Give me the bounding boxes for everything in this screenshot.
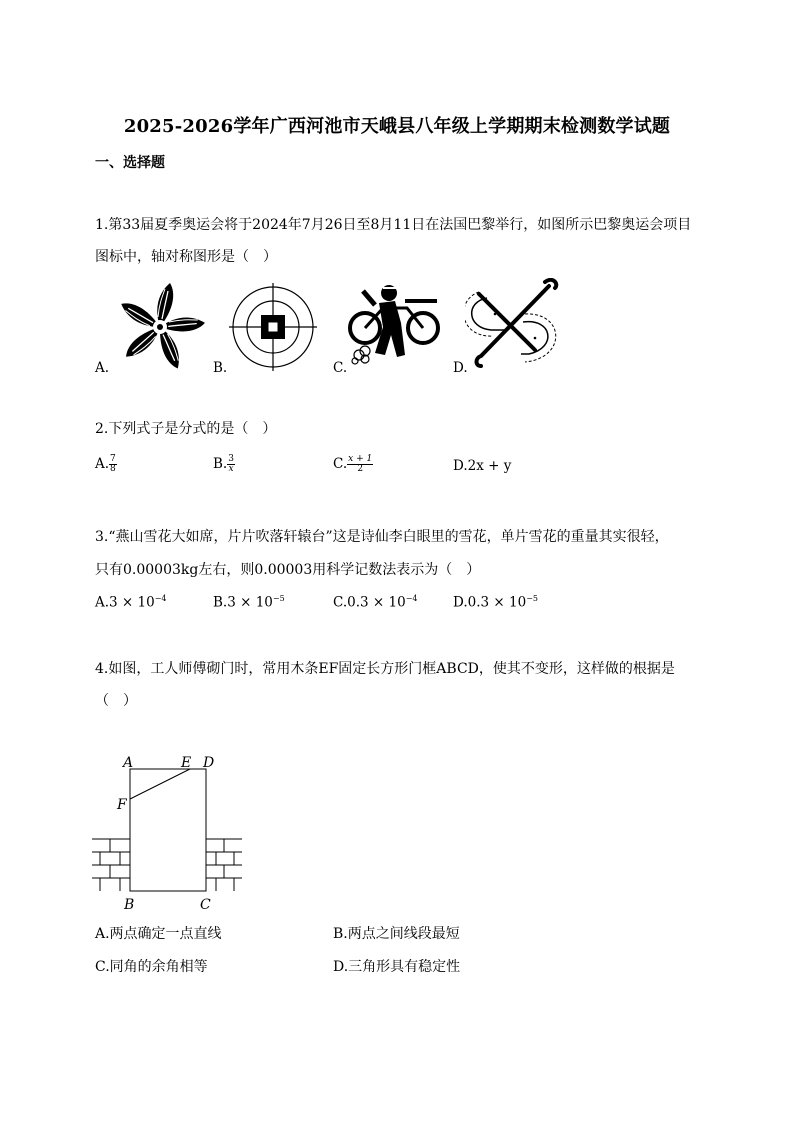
target-icon [228, 283, 323, 373]
label-d: D [203, 755, 215, 771]
option-2-d: D.2x + y [453, 458, 512, 474]
option-1-b: B. [213, 360, 228, 376]
label-c: C [200, 897, 211, 912]
hockey-sticks-icon [465, 278, 565, 373]
option-3-b: $B.3 \times 10^{-5}$ [213, 594, 285, 611]
door-frame-diagram [90, 752, 250, 912]
question-4-line-1: 4.如图，工人师傅砌门时，常用木条EF固定长方形门框ABCD，使其不变形，这样做的根据是 [95, 661, 675, 677]
page-title: 2025-2026学年广西河池市天峨县八年级上学期期末检测数学试题 [123, 116, 671, 137]
option-2-a: A. $\frac{7}{8}$ [95, 454, 116, 474]
option-2-c: C. $\frac{x + 1}{2}$ [333, 454, 373, 474]
question-2-stem: 2.下列式子是分式的是（ ） [95, 421, 277, 437]
option-3-d: $D.0.3 \times 10^{-5}$ [453, 594, 538, 611]
option-1-d: D. [453, 360, 468, 376]
label-f: F [117, 797, 127, 813]
question-4-line-2: （ ） [95, 693, 137, 709]
label-a: A [123, 755, 134, 771]
option-2-b: B. $\frac{3}{x}$ [213, 454, 234, 474]
label-b: B [124, 897, 135, 912]
question-1-line-2: 图标中，轴对称图形是（ ） [95, 249, 277, 265]
cyclist-icon [345, 283, 450, 373]
question-3-line-2: 只有0.00003kg左右，则0.00003用科学记数法表示为（ ） [95, 562, 481, 578]
option-4-d: D.三角形具有稳定性 [333, 959, 461, 975]
option-4-c: C.同角的余角相等 [95, 959, 208, 975]
option-1-c: C. [333, 360, 348, 376]
option-4-b: B.两点之间线段最短 [333, 926, 460, 942]
question-1-line-1: 1.第33届夏季奥运会将于2024年7月26日至8月11日在法国巴黎举行，如图所示巴黎奥运会项目 [95, 217, 692, 233]
option-4-a: A.两点确定一点直线 [95, 926, 222, 942]
section-heading: 一、选择题 [95, 155, 165, 171]
option-3-a: $A.3 \times 10^{-4}$ [95, 594, 167, 611]
option-1-a: A. [95, 360, 110, 376]
pinwheel-icon [105, 280, 215, 375]
option-3-c: $C.0.3 \times 10^{-4}$ [333, 594, 418, 611]
label-e: E [181, 755, 192, 771]
question-3-line-1: 3.“燕山雪花大如席，片片吹落轩辕台”这是诗仙李白眼里的雪花，单片雪花的重量其实很轻， [95, 529, 669, 545]
